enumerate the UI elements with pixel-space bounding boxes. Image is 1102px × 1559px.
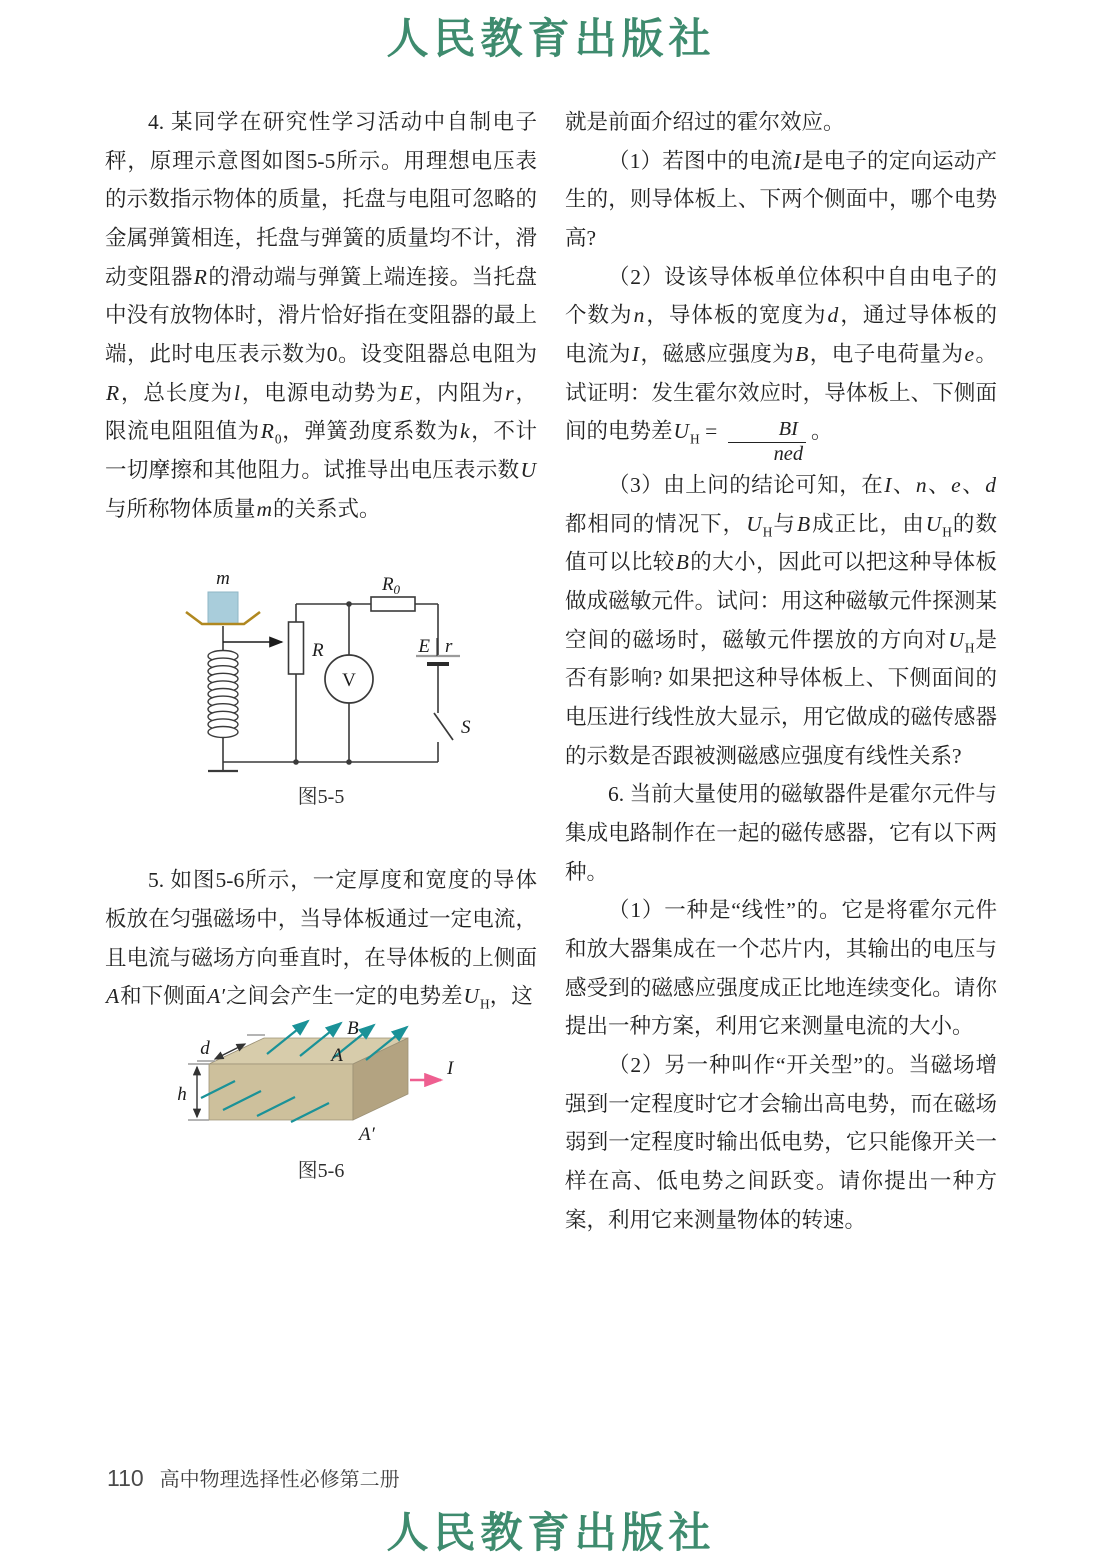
- page-number: 110: [107, 1465, 144, 1491]
- box-front-face: [209, 1064, 353, 1120]
- internal-resistance-label: r: [445, 636, 453, 658]
- figure-5-5: [105, 564, 537, 809]
- question-5-3: （3）由上问的结论可知，在I、n、e、d都相同的情况下，$U_H$与B成正比，由$U_H$的数值可以比较B的大小，因此可以把这种导体板做成磁敏元件。试问：用这种磁敏元件探测某空间的磁场时，磁敏元件摆放的方向对$U_H$是否有影响? 如果把这种导体板上、下侧面间的电压进行线性放大显示，用它做成的磁传感器的示数是否跟被测磁感应强度有线性关系?: [565, 473, 997, 768]
- book-title: 高中物理选择性必修第二册: [159, 1469, 400, 1491]
- emf-label: E: [418, 636, 430, 658]
- page-footer: [107, 1463, 400, 1492]
- circuit-diagram-5-5: [156, 564, 486, 776]
- hall-plate-diagram: [171, 1018, 471, 1150]
- b-field-label: B: [347, 1017, 359, 1039]
- circuit-wires: [208, 604, 438, 771]
- figure-5-5-caption: 图5-5: [297, 786, 345, 809]
- series-resistor: [371, 597, 415, 611]
- problem-5-text: 5. 如图5-6所示，一定厚度和宽度的导体板放在匀强磁场中，当导体板通过一定电流，且电流与磁场方向垂直时，在导体板的上侧面A和下侧面A′之间会产生一定的电势差$U_H$，这: [105, 868, 537, 1012]
- publisher-watermark-top: 人民教育出版社: [386, 14, 716, 63]
- switch-label: S: [461, 717, 471, 739]
- voltmeter-label: V: [342, 670, 356, 692]
- paragraph-hall-effect-continuation: 就是前面介绍过的霍尔效应。: [565, 110, 845, 134]
- bottom-face-label: A′: [359, 1123, 375, 1145]
- rheostat: [289, 622, 304, 674]
- problem-6-2: （2）另一种叫作“开关型”的。当磁场增强到一定程度时它才会输出高电势，而在磁场弱到一定程度时输出低电势，它只能像开关一样在高、低电势之间跃变。请你提出一种方案，利用它来测量物体的转速。: [565, 1053, 997, 1232]
- dimension-h: [177, 1064, 209, 1120]
- problem-4-text: 4. 某同学在研究性学习活动中自制电子秤，原理示意图如图5-5所示。用理想电压表的示数指示物体的质量，托盘与电阻可忽略的金属弹簧相连，托盘与弹簧的质量均不计，滑动变阻器R的滑动端与弹簧上端连接。当托盘中没有放物体时，滑片恰好指在变阻器的最上端，此时电压表示数为0。设变阻器总电阻为R，总长度为l，电源电动势为E，内阻为r，限流电阻阻值为$R_0$，弹簧劲度系数为k，不计一切摩擦和其他阻力。试推导出电压表示数U与所称物体质量m的关系式。: [105, 110, 537, 521]
- figure-5-6-caption: 图5-6: [297, 1159, 345, 1182]
- question-5-1: （1）若图中的电流I是电子的定向运动产生的，则导体板上、下两个侧面中，哪个电势高?: [565, 148, 997, 250]
- figure-5-6: [105, 1018, 537, 1183]
- depth-label: d: [200, 1037, 210, 1059]
- question-5-2: （2）设该导体板单位体积中自由电子的个数为n，导体板的宽度为d，通过导体板的电流为I，磁感应强度为B，电子电荷量为e。试证明：发生霍尔效应时，导体板上、下侧面间的电势差$U_H$ = $\frac{BI}{\text{ned}}$ 。: [565, 264, 997, 465]
- current-label: I: [447, 1057, 454, 1079]
- height-label: h: [177, 1083, 187, 1105]
- spring: [208, 651, 238, 738]
- top-face-label: A: [331, 1044, 343, 1066]
- switch-blade: [434, 713, 453, 740]
- right-column: [565, 103, 997, 1239]
- publisher-watermark-bottom: 人民教育出版社: [386, 1508, 716, 1557]
- left-column: [105, 103, 537, 1183]
- series-resistor-label: $R_0$: [381, 574, 401, 598]
- mass-block: [208, 592, 238, 624]
- problem-6-1: （1）一种是“线性”的。它是将霍尔元件和放大器集成在一个芯片内，其输出的电压与感受到的磁感应强度成正比地连续变化。请你提出一种方案，利用它来测量电流的大小。: [565, 898, 997, 1039]
- mass-label: m: [216, 568, 230, 590]
- problem-6-text: 6. 当前大量使用的磁敏器件是霍尔元件与集成电路制作在一起的磁传感器，它有以下两种。: [565, 782, 997, 884]
- rheostat-label: R: [312, 640, 324, 662]
